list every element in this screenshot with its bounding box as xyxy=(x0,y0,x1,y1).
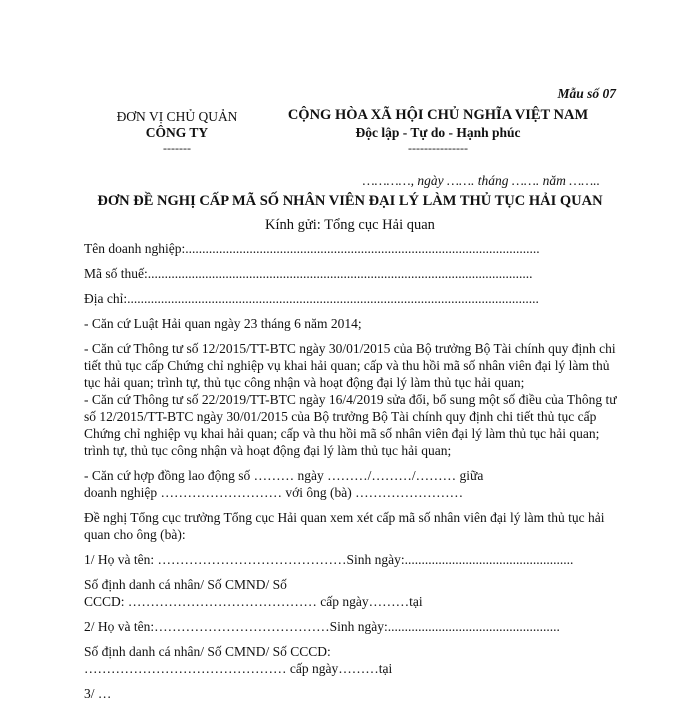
basis-labor-contract-line1: - Căn cứ hợp đồng lao động số ……… ngày ………/………/……… giữa xyxy=(84,468,484,483)
address-field: Địa chỉ:.......................................................................................................................... xyxy=(84,291,539,306)
basis-labor-contract-line2: doanh nghiệp ……………………… với ông (bà) …………………… xyxy=(84,485,464,500)
document-body xyxy=(84,240,624,702)
person-2-id-field: ……………………………………… cấp ngày………tại xyxy=(84,661,393,676)
person-2-name-field: 2/ Họ và tên:…………………………………Sinh ngày:................................................... xyxy=(84,619,560,634)
left-divider: ------- xyxy=(163,141,191,155)
recipient-line: Kính gửi: Tổng cục Hải quan xyxy=(265,217,435,233)
date-line: …………, ngày ……. tháng ……. năm …….. xyxy=(362,173,600,188)
basis-customs-law: - Căn cứ Luật Hải quan ngày 23 tháng 6 năm 2014; xyxy=(84,316,362,331)
issuing-unit-header xyxy=(102,109,252,155)
person-1-id-label: Số định danh cá nhân/ Số CMND/ Số xyxy=(84,577,287,592)
national-header xyxy=(278,107,598,155)
parent-unit-label: ĐƠN VỊ CHỦ QUẢN xyxy=(116,109,238,124)
person-3-entry: 3/ … xyxy=(84,686,112,701)
person-2-id-label: Số định danh cá nhân/ Số CMND/ Số CCCD: xyxy=(84,644,331,659)
country-name: CỘNG HÒA XÃ HỘI CHỦ NGHĨA VIỆT NAM xyxy=(287,107,589,123)
form-number: Mẫu số 07 xyxy=(557,86,616,101)
document-title: ĐƠN ĐỀ NGHỊ CẤP MÃ SỐ NHÂN VIÊN ĐẠI LÝ LÀM THỦ TỤC HẢI QUAN xyxy=(97,193,603,209)
person-1-id-field: CCCD: …………………………………… cấp ngày………tại xyxy=(84,594,423,609)
company-name-field: Tên doanh nghiệp:......................................................................................................... xyxy=(84,241,540,256)
tax-code-field: Mã số thuế:.................................................................................................................. xyxy=(84,266,533,281)
person-1-name-field: 1/ Họ và tên: ……………………………………Sinh ngày:.................................................. xyxy=(84,552,574,567)
right-divider: --------------- xyxy=(408,141,468,155)
national-motto: Độc lập - Tự do - Hạnh phúc xyxy=(355,125,521,140)
company-label: CÔNG TY xyxy=(145,125,209,140)
request-paragraph: Đề nghị Tổng cục trưởng Tổng cục Hải quan xem xét cấp mã số nhân viên đại lý làm thủ tục hải quan cho ông (bà): xyxy=(84,510,605,542)
basis-circular-12: - Căn cứ Thông tư số 12/2015/TT-BTC ngày 30/01/2015 của Bộ trưởng Bộ Tài chính quy định chi tiết thủ tục cấp Chứng chỉ nghiệp vụ khai hải quan; cấp và thu hồi mã số nhân viên đại lý làm thủ tục hải quan; trình tự, thủ tục công nhận và hoạt động đại lý làm thủ tục hải quan; xyxy=(84,341,616,390)
basis-circular-22: - Căn cứ Thông tư số 22/2019/TT-BTC ngày 16/4/2019 sửa đổi, bổ sung một số điều của Thông tư số 12/2015/TT-BTC ngày 30/01/2015 của Bộ trưởng Bộ Tài chính quy định chi tiết thủ tục cấp Chứng chỉ nghiệp vụ khai hải quan; cấp và thu hồi mã số nhân viên đại lý làm thủ tục hải quan; trình tự, thủ tục công nhận và hoạt động đại lý làm thủ tục hải quan; xyxy=(84,392,617,458)
